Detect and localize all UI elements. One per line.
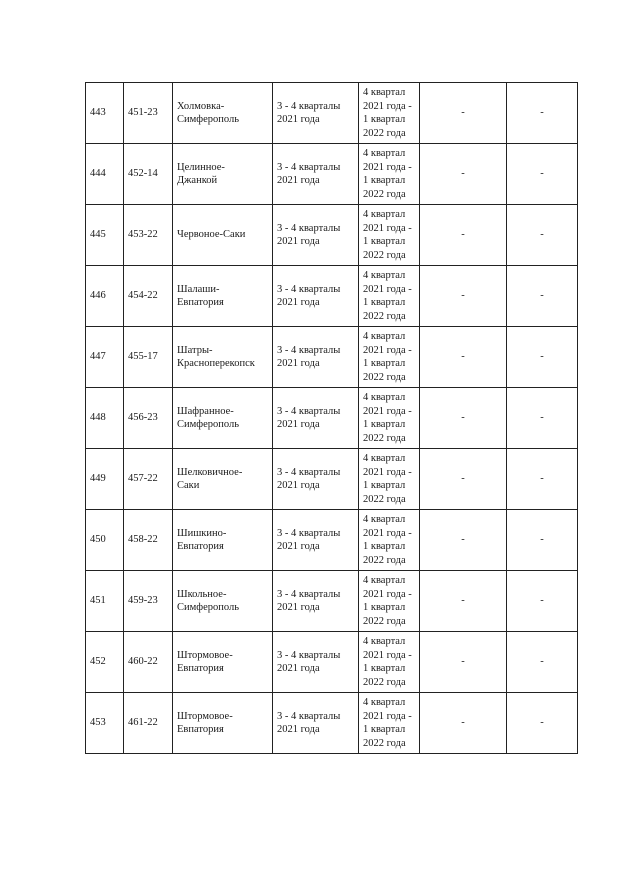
route-col7: -: [507, 266, 578, 327]
route-code: 455-17: [124, 327, 173, 388]
route-col7: -: [507, 144, 578, 205]
routes-table: [85, 82, 578, 754]
route-col6: -: [420, 693, 507, 754]
route-name: Холмовка- Симферополь: [173, 83, 273, 144]
route-code: 453-22: [124, 205, 173, 266]
route-col6: -: [420, 327, 507, 388]
route-end-period: 4 квартал 2021 года - 1 квартал 2022 года: [359, 83, 420, 144]
route-col6: -: [420, 571, 507, 632]
route-end-period: 4 квартал 2021 года - 1 квартал 2022 года: [359, 205, 420, 266]
table-row: [86, 144, 578, 205]
row-number: 449: [86, 449, 124, 510]
route-col6: -: [420, 632, 507, 693]
table-row: [86, 205, 578, 266]
table-row: [86, 388, 578, 449]
route-col7: -: [507, 571, 578, 632]
route-code: 457-22: [124, 449, 173, 510]
route-period: 3 - 4 кварталы 2021 года: [273, 388, 359, 449]
route-period: 3 - 4 кварталы 2021 года: [273, 449, 359, 510]
document-page: [85, 82, 577, 754]
route-end-period: 4 квартал 2021 года - 1 квартал 2022 года: [359, 327, 420, 388]
route-col6: -: [420, 388, 507, 449]
row-number: 451: [86, 571, 124, 632]
route-name: Штормовое- Евпатория: [173, 632, 273, 693]
route-name: Шафранное- Симферополь: [173, 388, 273, 449]
route-period: 3 - 4 кварталы 2021 года: [273, 144, 359, 205]
route-period: 3 - 4 кварталы 2021 года: [273, 266, 359, 327]
row-number: 445: [86, 205, 124, 266]
row-number: 448: [86, 388, 124, 449]
route-end-period: 4 квартал 2021 года - 1 квартал 2022 года: [359, 693, 420, 754]
route-name: Червоное-Саки: [173, 205, 273, 266]
row-number: 447: [86, 327, 124, 388]
table-row: [86, 693, 578, 754]
route-col6: -: [420, 266, 507, 327]
route-code: 454-22: [124, 266, 173, 327]
route-period: 3 - 4 кварталы 2021 года: [273, 693, 359, 754]
row-number: 452: [86, 632, 124, 693]
route-col7: -: [507, 510, 578, 571]
row-number: 446: [86, 266, 124, 327]
route-col6: -: [420, 510, 507, 571]
table-row: [86, 571, 578, 632]
table-row: [86, 327, 578, 388]
route-period: 3 - 4 кварталы 2021 года: [273, 571, 359, 632]
route-col7: -: [507, 449, 578, 510]
route-col6: -: [420, 449, 507, 510]
route-end-period: 4 квартал 2021 года - 1 квартал 2022 года: [359, 510, 420, 571]
route-code: 460-22: [124, 632, 173, 693]
route-end-period: 4 квартал 2021 года - 1 квартал 2022 года: [359, 388, 420, 449]
route-period: 3 - 4 кварталы 2021 года: [273, 510, 359, 571]
route-col7: -: [507, 632, 578, 693]
table-row: [86, 510, 578, 571]
route-code: 452-14: [124, 144, 173, 205]
route-col6: -: [420, 83, 507, 144]
route-col7: -: [507, 388, 578, 449]
route-col6: -: [420, 144, 507, 205]
route-period: 3 - 4 кварталы 2021 года: [273, 632, 359, 693]
route-end-period: 4 квартал 2021 года - 1 квартал 2022 года: [359, 266, 420, 327]
route-end-period: 4 квартал 2021 года - 1 квартал 2022 года: [359, 632, 420, 693]
row-number: 453: [86, 693, 124, 754]
route-col7: -: [507, 327, 578, 388]
table-row: [86, 266, 578, 327]
route-end-period: 4 квартал 2021 года - 1 квартал 2022 года: [359, 449, 420, 510]
row-number: 450: [86, 510, 124, 571]
route-col7: -: [507, 83, 578, 144]
route-period: 3 - 4 кварталы 2021 года: [273, 205, 359, 266]
route-name: Шишкино- Евпатория: [173, 510, 273, 571]
table-row: [86, 83, 578, 144]
table-row: [86, 632, 578, 693]
table-row: [86, 449, 578, 510]
route-code: 459-23: [124, 571, 173, 632]
row-number: 443: [86, 83, 124, 144]
route-name: Штормовое- Евпатория: [173, 693, 273, 754]
route-end-period: 4 квартал 2021 года - 1 квартал 2022 года: [359, 571, 420, 632]
route-end-period: 4 квартал 2021 года - 1 квартал 2022 года: [359, 144, 420, 205]
route-period: 3 - 4 кварталы 2021 года: [273, 83, 359, 144]
route-col7: -: [507, 693, 578, 754]
route-period: 3 - 4 кварталы 2021 года: [273, 327, 359, 388]
route-code: 458-22: [124, 510, 173, 571]
route-col7: -: [507, 205, 578, 266]
route-name: Шалаши- Евпатория: [173, 266, 273, 327]
route-code: 456-23: [124, 388, 173, 449]
route-col6: -: [420, 205, 507, 266]
route-name: Шелковичное- Саки: [173, 449, 273, 510]
route-name: Школьное- Симферополь: [173, 571, 273, 632]
route-name: Шатры- Красноперекопск: [173, 327, 273, 388]
route-name: Целинное- Джанкой: [173, 144, 273, 205]
row-number: 444: [86, 144, 124, 205]
route-code: 461-22: [124, 693, 173, 754]
route-code: 451-23: [124, 83, 173, 144]
routes-table-body: [86, 83, 578, 754]
